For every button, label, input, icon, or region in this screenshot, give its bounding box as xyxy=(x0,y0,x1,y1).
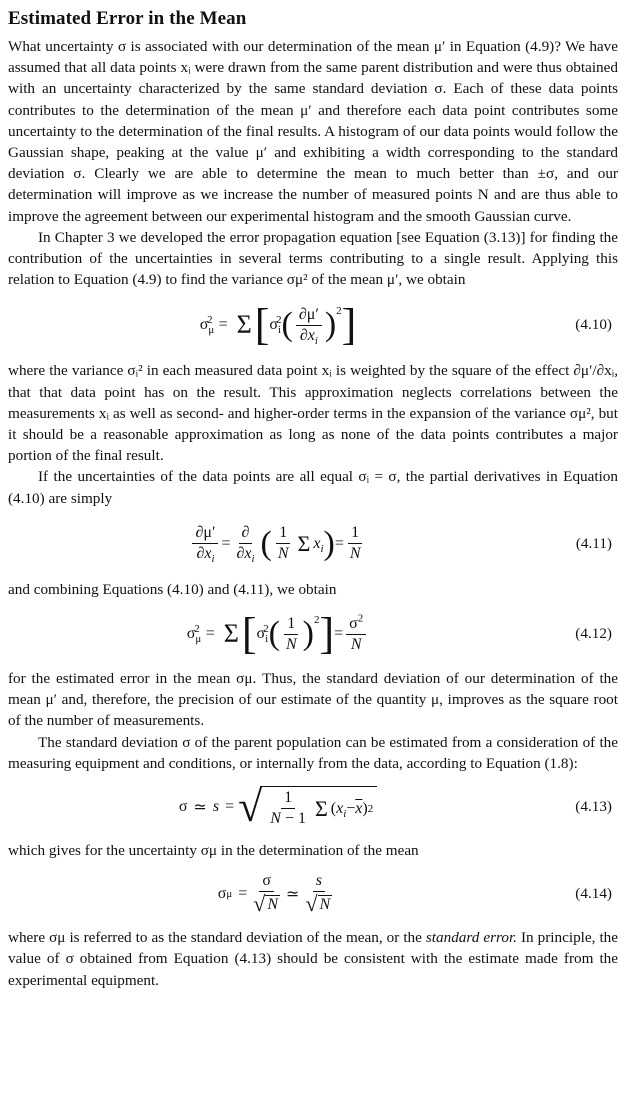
equation-4-10-body: $\sigma_\mu^2$ = Σ [ $\sigma_i^2$ ( $\frac{\partial\mu'}{\partial x_i}$ ) $^2$ ] xyxy=(199,300,357,350)
paragraph-9-text-a: where σμ is referred to as the standard deviation of the mean, or the xyxy=(8,929,426,947)
paragraph-6: for the estimated error in the mean σμ. Thus, the standard deviation of our determination of the mean μ′ and, therefore, the precision of our estimate of the quantity μ, improves as the square root of the number of measurements. xyxy=(8,670,618,730)
paragraph-3: where the variance σᵢ² in each measured data point xᵢ is weighted by the square of the effect ∂μ′/∂xᵢ, that that data point has on the result. This approximation neglects correlations between the measurements xᵢ as well as second- and higher-order terms in the expansion of the variance σμ², but it should be a reasonable approximation as long as none of the data points contributes a major portion of the final result. xyxy=(8,362,618,465)
equation-4-13 xyxy=(8,776,618,838)
paragraph-4: If the uncertainties of the data points are all equal σᵢ = σ, the partial derivatives in Equation (4.10) are simply xyxy=(8,468,618,507)
paragraph-5: and combining Equations (4.10) and (4.11), we obtain xyxy=(8,580,337,598)
paragraph-9 xyxy=(8,927,618,991)
section-title: Estimated Error in the Mean xyxy=(8,8,247,29)
equation-number-4-11: (4.11) xyxy=(575,534,612,552)
equation-4-14-body: σ μ = σ √ N ≃ s √ N xyxy=(217,872,331,917)
equation-number-4-13: (4.13) xyxy=(575,798,612,816)
paragraph-2: In Chapter 3 we developed the error propagation equation [see Equation (3.13)] for finding the contribution of the uncertainties in several terms contributing to a single result. Applying this relation to Equation (4.9) to find the variance σμ² of the mean μ′, we obtain xyxy=(8,228,618,289)
standard-error-term: standard error. xyxy=(425,929,517,947)
paragraph-1: What uncertainty σ is associated with our determination of the mean μ′ in Equation (4.9)? We have assumed that all data points xᵢ were drawn from the same parent distribution and were thus obtained with an uncertainty characterized by the same standard deviation σ. Each of these data points contributes to the determination of the mean μ′ and therefore each data point contributes some uncertainty to the determination of the final results. A histogram of our data points would follow the Gaussian shape, peaking at the value μ′ and exhibiting a width corresponding to the standard deviation σ. Clearly we are able to determine the mean to much better than ±σ, and our determination will improve as we increase the number of measured points N and are thus able to improve the agreement between our experimental histogram and the smooth Gaussian curve. xyxy=(8,38,618,225)
equation-4-13-body: σ ≃ s = √ $\frac{1}{N - 1}$ Σ ( $x_i$ − $\overline{x}$ ) 2 xyxy=(8,776,548,838)
paragraph-8: which gives for the uncertainty σμ in the determination of the mean xyxy=(8,842,419,860)
equation-4-12-body: $\sigma_\mu^2$ = Σ [ $\sigma_i^2$ ( $\frac{1}{N}$ ) $^2$ ] = $\frac{\sigma^2}{N}$ xyxy=(8,602,548,666)
equation-4-11 xyxy=(8,511,618,577)
equation-number-4-12: (4.12) xyxy=(575,625,612,643)
paragraph-9-text-b: In principle, the value of σ obtained from Equation (4.13) should be consistent with the estimate made from the experimental equipment. xyxy=(8,929,618,989)
equation-4-10 xyxy=(8,292,618,358)
equation-4-12 xyxy=(8,602,618,666)
equation-number-4-14: (4.14) xyxy=(575,885,612,903)
equation-number-4-10: (4.10) xyxy=(575,316,612,334)
equation-4-11-body: $\frac{\partial\mu'}{\partial x_i}$ = $\frac{\partial}{\partial x_i}$ ( $\frac{1}{N}$ Σ $x_i$ ) = $\frac{1}{N}$ xyxy=(8,511,548,577)
paragraph-7: The standard deviation σ of the parent population can be estimated from a consideration of the measuring equipment and conditions, or internally from the data, according to Equation (1.8): xyxy=(8,733,618,772)
equation-4-14 xyxy=(8,863,618,925)
